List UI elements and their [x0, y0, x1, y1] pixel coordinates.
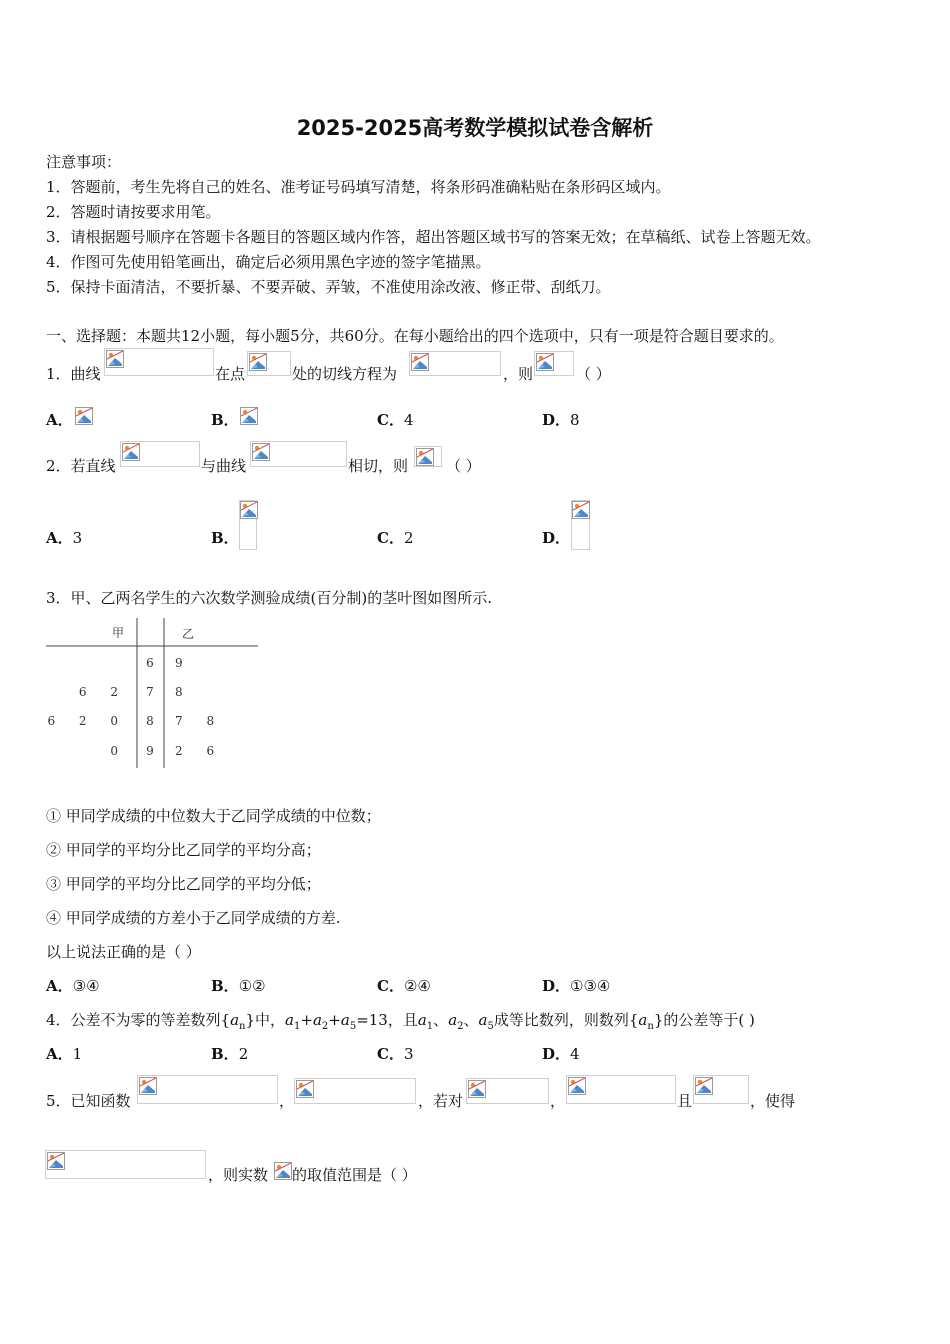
option-label: B．	[211, 411, 239, 429]
option-label: C．	[377, 411, 404, 429]
option-label: A．	[46, 529, 73, 547]
var-a: a	[417, 1011, 427, 1029]
var-a: a	[340, 1011, 350, 1029]
q5-text: 的取值范围是（ ）	[292, 1166, 417, 1184]
q1-text: 处的切线方程为	[292, 365, 398, 383]
right-leaves: 7 8	[175, 714, 225, 728]
var-a: a	[478, 1011, 488, 1029]
q3-stem: 3．甲、乙两名学生的六次数学测验成绩(百分制)的茎叶图如图所示.	[46, 589, 493, 607]
notice-heading: 注意事项：	[46, 153, 122, 171]
left-leaves: 0	[110, 744, 128, 758]
var-sub: 5	[349, 1021, 357, 1032]
var-a: a	[312, 1011, 322, 1029]
broken-image-icon	[416, 448, 434, 466]
option-value: ①②	[238, 977, 266, 995]
page-title: 2025-2025高考数学模拟试卷含解析	[296, 116, 654, 140]
option-label: D．	[542, 529, 571, 547]
formula-image	[466, 1078, 549, 1104]
var-sub: 2	[457, 1021, 464, 1032]
formula-image	[120, 441, 200, 467]
var-a: a	[285, 1011, 294, 1029]
notice-item: 3．请根据题号顺序在答题卡各题目的答题区域内作答，超出答题区域书写的答案无效；在草稿纸、试卷上答题无效。	[46, 228, 821, 246]
stem-leaf-plot	[46, 618, 258, 768]
broken-image-icon	[139, 1077, 157, 1095]
option-value: ③④	[72, 977, 100, 995]
broken-image-icon	[296, 1080, 314, 1098]
option-label: B．	[211, 977, 239, 995]
q4-text	[46, 1010, 755, 1037]
option-c[interactable]	[377, 528, 414, 548]
q2-text: 相切，则	[348, 457, 409, 475]
option-value: 3	[403, 1045, 414, 1063]
broken-image-icon	[536, 353, 554, 371]
formula-image	[571, 500, 590, 550]
q1-text: 在点	[215, 365, 246, 383]
var-sub: n	[239, 1021, 246, 1032]
q1-text: 1．曲线	[46, 365, 101, 383]
option-label: A．	[46, 411, 73, 429]
option-d[interactable]	[542, 528, 570, 548]
formula-image	[409, 351, 501, 376]
option-d[interactable]	[542, 410, 580, 430]
q4-part: +	[300, 1011, 313, 1029]
q1-text: （ ）	[576, 365, 611, 383]
option-a[interactable]	[46, 410, 73, 430]
q5-text: ，若对	[418, 1092, 464, 1110]
q4-part: +	[328, 1011, 341, 1029]
notice-item: 1．答题前，考生先将自己的姓名、准考证号码填写清楚，将条形码准确粘贴在条形码区域内。	[46, 178, 671, 196]
option-b[interactable]	[211, 1044, 248, 1064]
broken-image-icon	[468, 1080, 486, 1098]
option-b[interactable]	[211, 976, 266, 996]
q5-text: ，则实数	[208, 1166, 269, 1184]
stem-value: 8	[146, 714, 154, 728]
q5-text: 且	[677, 1092, 693, 1110]
q4-part: }的公差等于( )	[653, 1011, 755, 1029]
broken-image-icon	[106, 350, 124, 368]
option-label: D．	[542, 1045, 571, 1063]
notice-item: 4．作图可先使用铅笔画出，确定后必须用黑色字迹的签字笔描黑。	[46, 253, 491, 271]
broken-image-icon	[240, 501, 258, 519]
notice-item: 5．保持卡面清洁，不要折暴、不要弄破、弄皱，不准使用涂改液、修正带、刮纸刀。	[46, 278, 611, 296]
statement: ④ 甲同学成绩的方差小于乙同学成绩的方差.	[46, 909, 341, 927]
right-header: 乙	[181, 627, 195, 641]
formula-image	[239, 500, 257, 550]
option-label: C．	[377, 977, 404, 995]
left-leaves: 6 2	[78, 685, 128, 699]
var-a: a	[230, 1011, 240, 1029]
q4-part: =13，且	[356, 1011, 418, 1029]
q4-part: }中，	[245, 1011, 286, 1029]
q2-text: 与曲线	[201, 457, 247, 475]
q4-part: 4．公差不为零的等差数列{	[46, 1011, 231, 1029]
formula-image	[104, 348, 214, 376]
stem-value: 9	[146, 744, 154, 758]
formula-image	[534, 351, 574, 376]
var-a: a	[638, 1011, 648, 1029]
option-label: C．	[377, 1045, 404, 1063]
formula-image	[74, 406, 98, 428]
broken-image-icon	[249, 353, 267, 371]
var-sub: n	[647, 1021, 654, 1032]
q4-part: 、	[463, 1011, 479, 1029]
broken-image-icon	[75, 407, 93, 425]
statement: ② 甲同学的平均分比乙同学的平均分高；	[46, 841, 321, 859]
formula-image	[239, 406, 263, 428]
option-a[interactable]	[46, 528, 82, 548]
formula-image	[247, 351, 291, 376]
right-leaves: 8	[175, 685, 193, 699]
q5-text: 5．已知函数	[46, 1092, 131, 1110]
var-sub: 1	[426, 1021, 434, 1032]
option-label: C．	[377, 529, 404, 547]
left-leaves: 6 2 0	[47, 714, 128, 728]
option-label: A．	[46, 1045, 73, 1063]
option-label: A．	[46, 977, 73, 995]
broken-image-icon	[695, 1077, 713, 1095]
option-value: ①③④	[570, 977, 611, 995]
formula-image	[414, 446, 442, 467]
q5-text: ，	[279, 1092, 295, 1110]
statement: ① 甲同学成绩的中位数大于乙同学成绩的中位数；	[46, 807, 381, 825]
statement: ③ 甲同学的平均分比乙同学的平均分低；	[46, 875, 321, 893]
formula-image	[45, 1150, 206, 1179]
right-leaves: 2 6	[175, 744, 225, 758]
option-value: 1	[72, 1045, 83, 1063]
broken-image-icon	[47, 1152, 65, 1170]
option-value: 4	[570, 1045, 580, 1063]
option-d[interactable]	[542, 1044, 580, 1064]
option-value: 2	[403, 529, 414, 547]
q3-ask: 以上说法正确的是（ ）	[46, 943, 201, 961]
broken-image-icon	[274, 1162, 292, 1180]
broken-image-icon	[240, 407, 258, 425]
option-value: 4	[403, 411, 414, 429]
q2-text: （ ）	[446, 457, 481, 475]
option-label: D．	[542, 411, 571, 429]
option-label: B．	[211, 529, 239, 547]
option-c[interactable]	[377, 1044, 414, 1064]
option-b[interactable]	[211, 528, 239, 548]
var-a: a	[448, 1011, 458, 1029]
option-label: D．	[542, 977, 571, 995]
var-sub: 1	[294, 1021, 301, 1032]
formula-image	[566, 1075, 676, 1104]
option-value: 2	[238, 1045, 249, 1063]
q5-text: ，	[550, 1092, 566, 1110]
broken-image-icon	[122, 443, 140, 461]
option-a[interactable]	[46, 1044, 82, 1064]
formula-image	[294, 1078, 416, 1104]
q1-text: ，则	[503, 365, 534, 383]
right-leaves: 9	[175, 656, 193, 670]
broken-image-icon	[568, 1077, 586, 1095]
section-heading: 一、选择题：本题共12小题，每小题5分，共60分。在每小题给出的四个选项中，只有一项是符合题目要求的。	[46, 327, 784, 345]
formula-image	[137, 1075, 278, 1104]
formula-image	[250, 441, 347, 467]
left-header: 甲	[111, 626, 125, 640]
broken-image-icon	[252, 443, 270, 461]
option-value: 3	[72, 529, 83, 547]
formula-image	[274, 1162, 292, 1180]
q4-part: 、	[433, 1011, 449, 1029]
option-d[interactable]	[542, 976, 610, 996]
var-sub: 2	[321, 1021, 329, 1032]
option-label: B．	[211, 1045, 239, 1063]
stem-value: 7	[146, 685, 154, 699]
broken-image-icon	[572, 501, 590, 519]
option-value: 8	[570, 411, 580, 429]
var-sub: 5	[487, 1021, 494, 1032]
option-a[interactable]	[46, 976, 100, 996]
q4-part: 成等比数列，则数列{	[493, 1011, 639, 1029]
broken-image-icon	[411, 353, 429, 371]
q2-text: 2．若直线	[46, 457, 116, 475]
q5-text: ，使得	[750, 1092, 796, 1110]
formula-image	[693, 1075, 749, 1104]
notice-item: 2．答题时请按要求用笔。	[46, 203, 221, 221]
option-c[interactable]	[377, 410, 414, 430]
option-c[interactable]	[377, 976, 431, 996]
option-value: ②④	[403, 977, 431, 995]
option-b[interactable]	[211, 410, 239, 430]
stem-value: 6	[146, 656, 154, 670]
